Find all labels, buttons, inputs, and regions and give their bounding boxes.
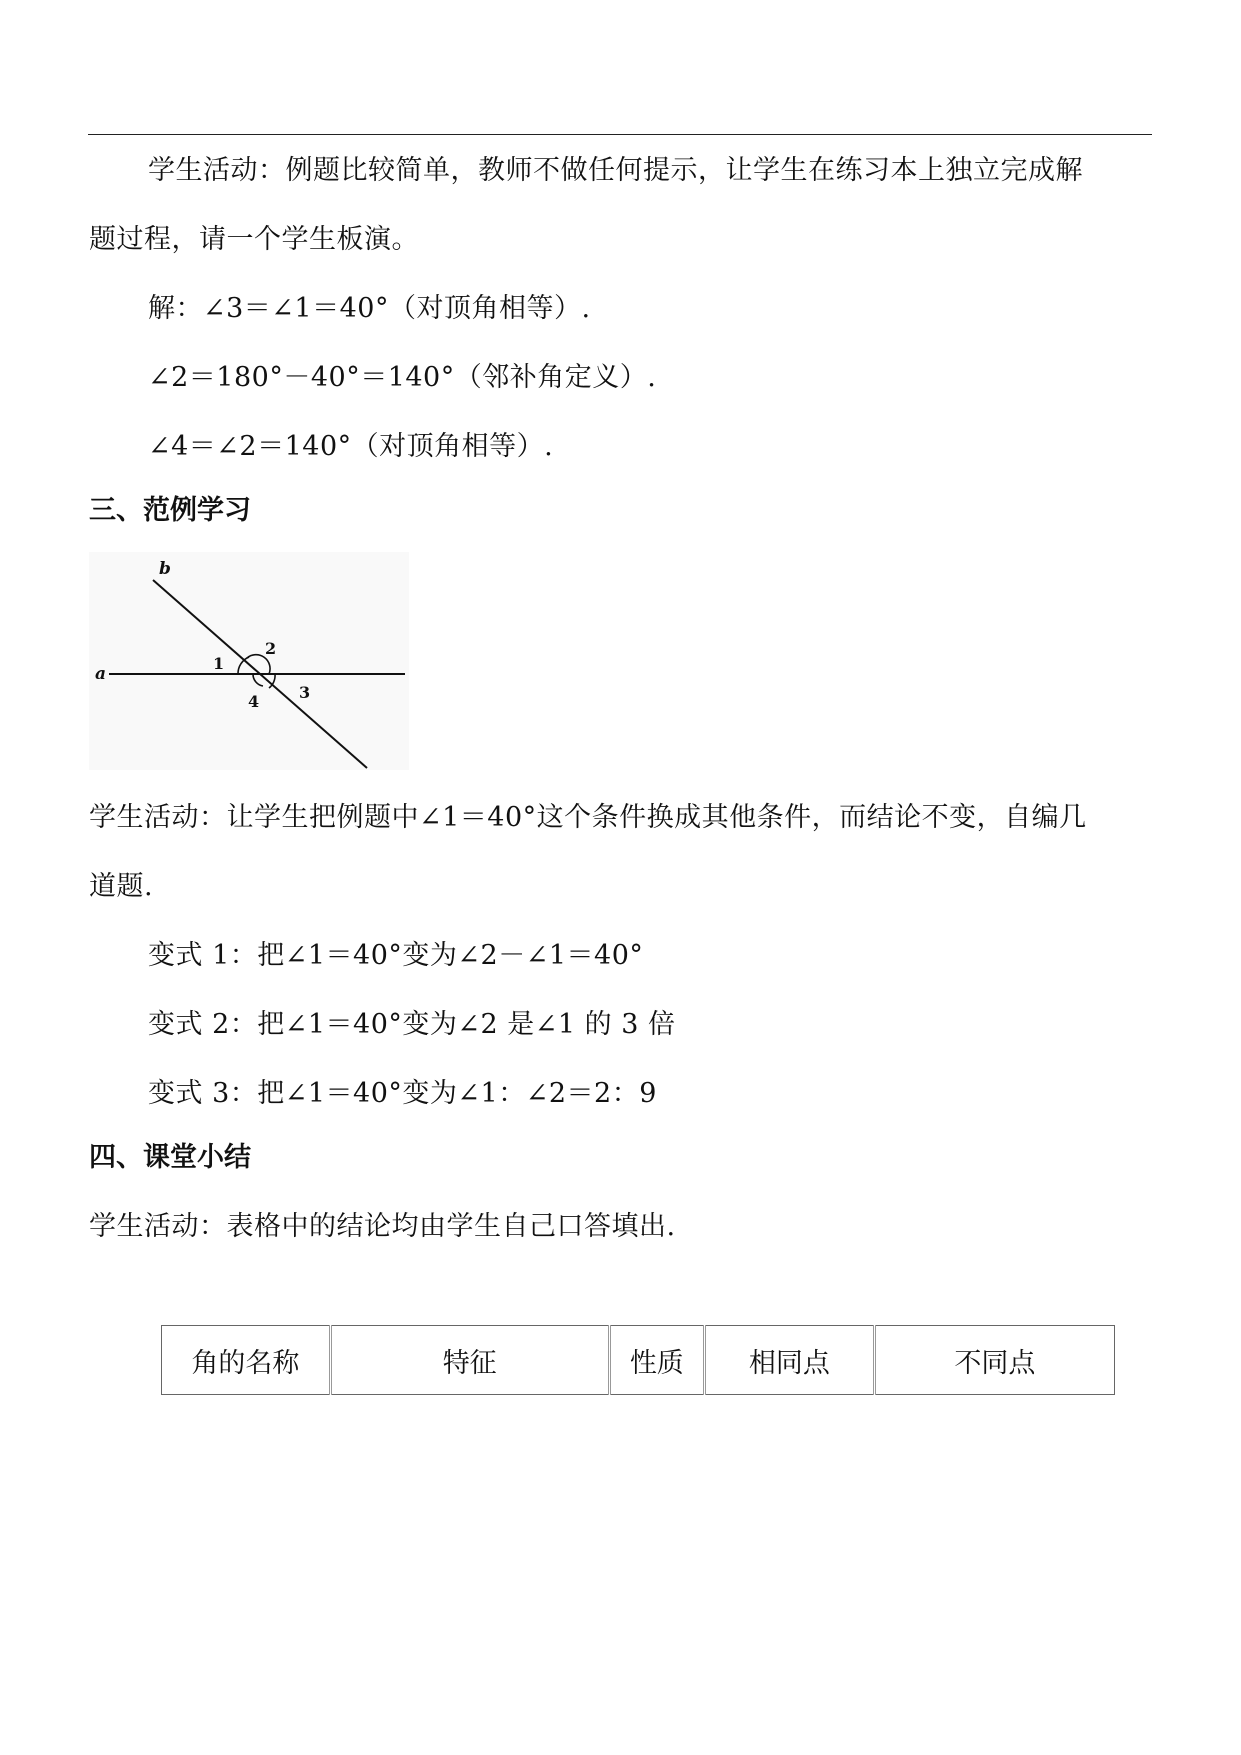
label-angle-2: 2 [265, 639, 277, 658]
table-header-cell: 特征 [330, 1326, 609, 1395]
label-angle-1: 1 [213, 654, 225, 673]
paragraph-line: 学生活动：表格中的结论均由学生自己口答填出. [89, 1211, 676, 1242]
solution-step-3: ∠4＝∠2＝140°（对顶角相等）. [148, 431, 554, 462]
summary-table [161, 1325, 1115, 1395]
label-b: b [159, 559, 171, 579]
solution-step-2: ∠2＝180°－40°＝140°（邻补角定义）. [148, 362, 657, 393]
section-heading: 三、范例学习 [89, 495, 251, 526]
intersecting-lines-figure [89, 552, 409, 770]
variant-2: 变式 2：把∠1＝40°变为∠2 是∠1 的 3 倍 [148, 1009, 676, 1040]
variant-3: 变式 3：把∠1＝40°变为∠1：∠2＝2：9 [148, 1078, 657, 1109]
table-header-cell: 角的名称 [162, 1326, 331, 1395]
table-header-row [162, 1326, 1115, 1395]
solution-step-1: 解：∠3＝∠1＝40°（对顶角相等）. [148, 293, 591, 324]
table-header-cell: 不同点 [874, 1326, 1114, 1395]
paragraph-line: 题过程，请一个学生板演。 [89, 224, 419, 255]
table-header-cell: 相同点 [705, 1326, 875, 1395]
paragraph-line: 学生活动：让学生把例题中∠1＝40°这个条件换成其他条件，而结论不变，自编几 [89, 802, 1087, 833]
angle-diagram [89, 552, 409, 770]
section-heading: 四、课堂小结 [89, 1142, 251, 1173]
angle-1-arc [238, 657, 249, 674]
paragraph-line: 道题. [89, 871, 154, 902]
table-header-cell: 性质 [609, 1326, 704, 1395]
label-angle-4: 4 [248, 692, 260, 711]
label-a: a [95, 664, 107, 684]
label-angle-3: 3 [299, 683, 311, 702]
header-rule [88, 134, 1152, 135]
paragraph-line: 学生活动：例题比较简单，教师不做任何提示，让学生在练习本上独立完成解 [148, 155, 1083, 186]
variant-1: 变式 1：把∠1＝40°变为∠2－∠1＝40° [148, 940, 644, 971]
